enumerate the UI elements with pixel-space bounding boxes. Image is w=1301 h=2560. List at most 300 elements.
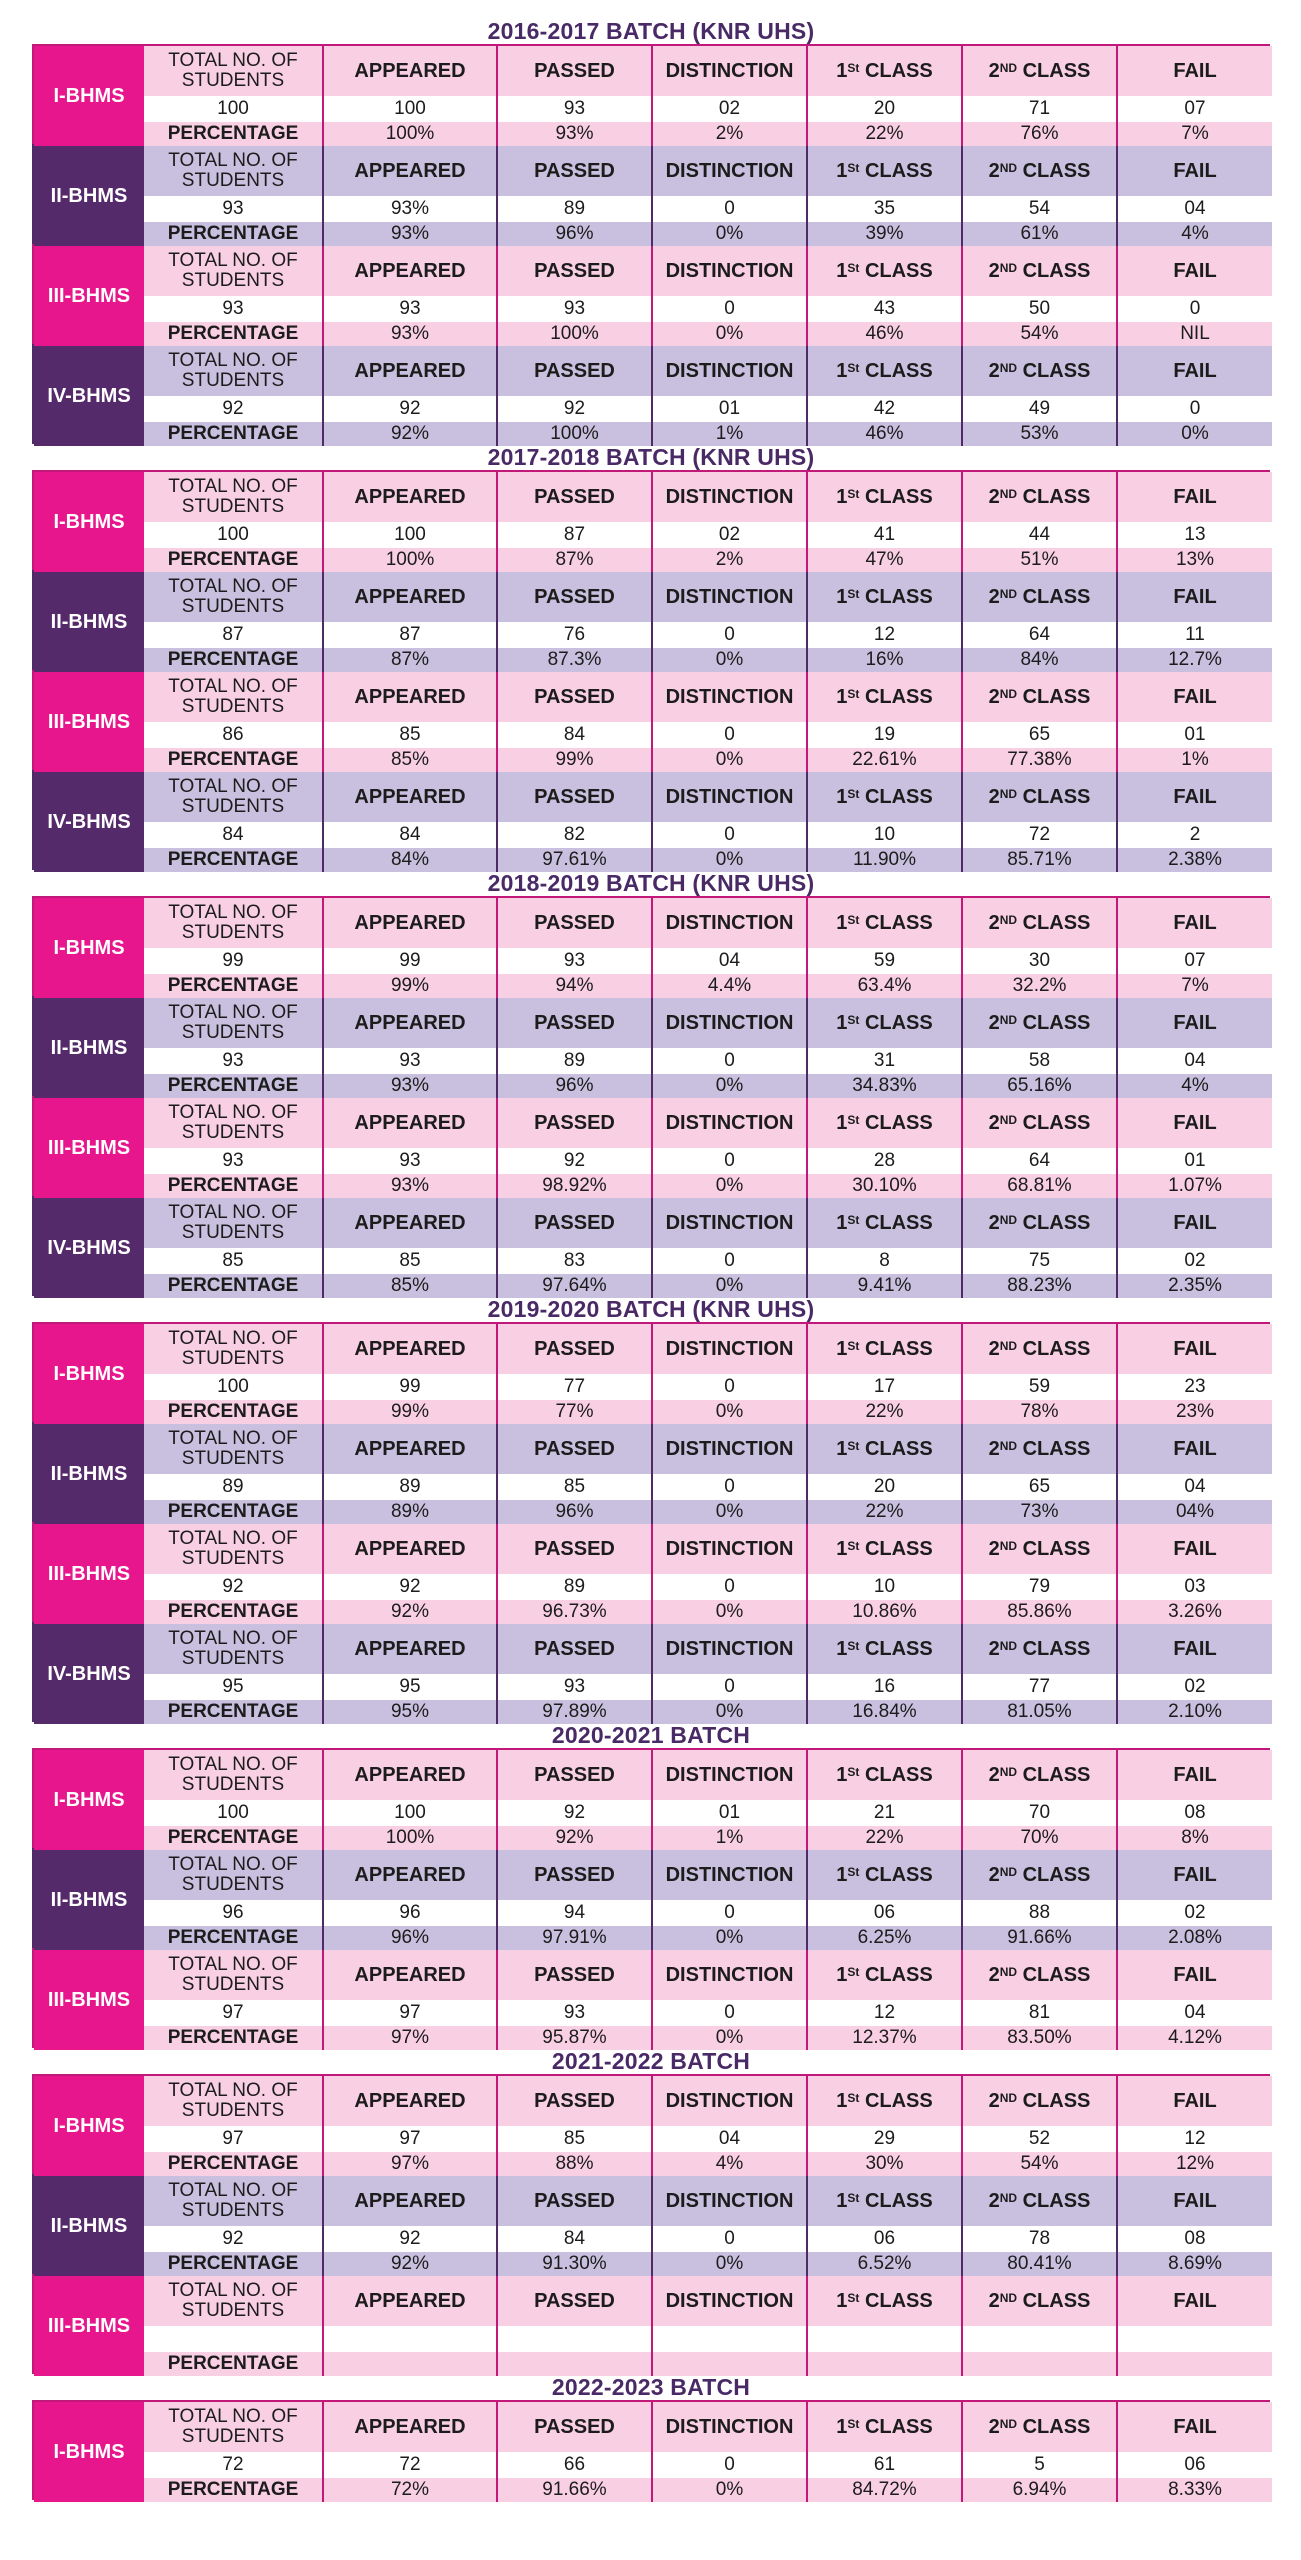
second-class-header-number: 2 (988, 685, 1000, 708)
appeared-header: APPEARED (322, 572, 496, 622)
batch-title: 2016-2017 BATCH (KNR UHS) (487, 18, 815, 44)
fail-header: FAIL (1116, 472, 1272, 522)
first-class-header-word: CLASS (864, 2415, 933, 2438)
first-class-percentage: 16% (806, 648, 961, 672)
total-students-header: TOTAL NO. OF STUDENTS (144, 246, 322, 296)
percentage-label: PERCENTAGE (144, 1500, 322, 1524)
passed-value: 94 (496, 1900, 651, 1926)
percentage-label: PERCENTAGE (144, 1826, 322, 1850)
fail-value: 07 (1116, 96, 1272, 122)
batch-title: 2021-2022 BATCH (551, 2048, 751, 2074)
second-class-value: 58 (961, 1048, 1116, 1074)
appeared-percentage: 87% (322, 648, 496, 672)
passed-value: 92 (496, 1800, 651, 1826)
distinction-value: 0 (651, 1474, 806, 1500)
distinction-percentage: 0% (651, 748, 806, 772)
second-class-header: 2 $^{ND}$ CLASS (961, 1424, 1116, 1474)
fail-percentage: 0% (1116, 422, 1272, 446)
passed-value: 93 (496, 948, 651, 974)
second-class-header-word: CLASS (1022, 1863, 1091, 1886)
appeared-percentage: 85% (322, 1274, 496, 1298)
total-students-header: TOTAL NO. OF STUDENTS (144, 1750, 322, 1800)
second-class-header-word: CLASS (1022, 1211, 1091, 1234)
first-class-value: 59 (806, 948, 961, 974)
first-class-value: 8 (806, 1248, 961, 1274)
total-students-header: TOTAL NO. OF STUDENTS (144, 1098, 322, 1148)
second-class-percentage (961, 2352, 1116, 2376)
first-class-value: 12 (806, 622, 961, 648)
total-value: 92 (144, 396, 322, 422)
year-block (32, 1948, 1270, 2048)
first-class-header: 1 $^{St}$ CLASS (806, 1198, 961, 1248)
first-class-percentage: 46% (806, 422, 961, 446)
distinction-header: DISTINCTION (651, 2276, 806, 2326)
percentage-label: PERCENTAGE (144, 2252, 322, 2276)
first-class-percentage: 34.83% (806, 1074, 961, 1098)
second-class-percentage: 91.66% (961, 1926, 1116, 1950)
fail-header: FAIL (1116, 146, 1272, 196)
total-students-header: TOTAL NO. OF STUDENTS (144, 898, 322, 948)
second-class-percentage: 76% (961, 122, 1116, 146)
passed-value: 85 (496, 2126, 651, 2152)
fail-value: 02 (1116, 1248, 1272, 1274)
year-block (32, 44, 1270, 144)
first-class-header-word: CLASS (864, 1537, 933, 1560)
second-class-header-word: CLASS (1022, 359, 1091, 382)
second-class-percentage: 65.16% (961, 1074, 1116, 1098)
total-value: 85 (144, 1248, 322, 1274)
second-class-header-word: CLASS (1022, 1111, 1091, 1134)
total-value: 84 (144, 822, 322, 848)
total-students-header: TOTAL NO. OF STUDENTS (144, 472, 322, 522)
passed-percentage: 88% (496, 2152, 651, 2176)
passed-value: 89 (496, 1574, 651, 1600)
second-class-header-word: CLASS (1022, 1537, 1091, 1560)
second-class-header: 2 $^{ND}$ CLASS (961, 1950, 1116, 2000)
distinction-percentage: 0% (651, 1926, 806, 1950)
second-class-percentage: 6.94% (961, 2478, 1116, 2502)
second-class-header-word: CLASS (1022, 1763, 1091, 1786)
batch-title: 2020-2021 BATCH (551, 1722, 751, 1748)
appeared-percentage: 89% (322, 1500, 496, 1524)
appeared-header: APPEARED (322, 46, 496, 96)
appeared-percentage: 99% (322, 974, 496, 998)
second-class-header-number: 2 (988, 911, 1000, 934)
second-class-percentage: 54% (961, 2152, 1116, 2176)
passed-header: PASSED (496, 672, 651, 722)
second-class-header-word: CLASS (1022, 1637, 1091, 1660)
appeared-header: APPEARED (322, 1424, 496, 1474)
passed-value: 84 (496, 722, 651, 748)
appeared-header: APPEARED (322, 1624, 496, 1674)
total-students-header: TOTAL NO. OF STUDENTS (144, 146, 322, 196)
appeared-percentage: 92% (322, 1600, 496, 1624)
second-class-header: 2 $^{ND}$ CLASS (961, 472, 1116, 522)
distinction-header: DISTINCTION (651, 1198, 806, 1248)
distinction-percentage: 0% (651, 1500, 806, 1524)
appeared-header: APPEARED (322, 1198, 496, 1248)
distinction-value: 0 (651, 1248, 806, 1274)
passed-percentage: 87.3% (496, 648, 651, 672)
passed-value: 93 (496, 96, 651, 122)
passed-percentage: 96.73% (496, 1600, 651, 1624)
first-class-header-number: 1 (836, 1337, 848, 1360)
year-block (32, 144, 1270, 244)
fail-header: FAIL (1116, 2176, 1272, 2226)
appeared-percentage: 93% (322, 1174, 496, 1198)
first-class-header-number: 1 (836, 2415, 848, 2438)
first-class-header-number: 1 (836, 585, 848, 608)
first-class-header-word: CLASS (864, 685, 933, 708)
percentage-label: PERCENTAGE (144, 1400, 322, 1424)
first-class-header: 1 $^{St}$ CLASS (806, 1524, 961, 1574)
passed-value: 93 (496, 1674, 651, 1700)
fail-header: FAIL (1116, 1850, 1272, 1900)
second-class-header-word: CLASS (1022, 485, 1091, 508)
second-class-header-number: 2 (988, 2289, 1000, 2312)
second-class-percentage: 70% (961, 1826, 1116, 1850)
fail-percentage: 23% (1116, 1400, 1272, 1424)
passed-header: PASSED (496, 1524, 651, 1574)
second-class-value: 64 (961, 1148, 1116, 1174)
first-class-value: 31 (806, 1048, 961, 1074)
distinction-header: DISTINCTION (651, 2076, 806, 2126)
appeared-value: 92 (322, 396, 496, 422)
first-class-value: 42 (806, 396, 961, 422)
first-class-header: 1 $^{St}$ CLASS (806, 146, 961, 196)
total-value: 89 (144, 1474, 322, 1500)
passed-header: PASSED (496, 2076, 651, 2126)
passed-header: PASSED (496, 1850, 651, 1900)
passed-header: PASSED (496, 1424, 651, 1474)
total-value: 96 (144, 1900, 322, 1926)
first-class-header: 1 $^{St}$ CLASS (806, 1850, 961, 1900)
passed-percentage (496, 2352, 651, 2376)
fail-header: FAIL (1116, 346, 1272, 396)
fail-value: 02 (1116, 1674, 1272, 1700)
passed-header: PASSED (496, 1950, 651, 2000)
year-block (32, 570, 1270, 670)
fail-value (1116, 2326, 1272, 2352)
distinction-value: 0 (651, 1374, 806, 1400)
year-label: I-BHMS (34, 1750, 144, 1850)
distinction-header: DISTINCTION (651, 146, 806, 196)
first-class-header-word: CLASS (864, 785, 933, 808)
total-value (144, 2326, 322, 2352)
first-class-percentage: 30% (806, 2152, 961, 2176)
appeared-value: 100 (322, 522, 496, 548)
passed-percentage: 97.64% (496, 1274, 651, 1298)
distinction-value: 04 (651, 948, 806, 974)
percentage-label: PERCENTAGE (144, 1600, 322, 1624)
fail-header: FAIL (1116, 772, 1272, 822)
fail-header: FAIL (1116, 246, 1272, 296)
first-class-header-word: CLASS (864, 259, 933, 282)
first-class-header-word: CLASS (864, 1763, 933, 1786)
total-students-header: TOTAL NO. OF STUDENTS (144, 572, 322, 622)
total-students-header: TOTAL NO. OF STUDENTS (144, 1950, 322, 2000)
second-class-header: 2 $^{ND}$ CLASS (961, 46, 1116, 96)
second-class-header: 2 $^{ND}$ CLASS (961, 898, 1116, 948)
first-class-header-word: CLASS (864, 1637, 933, 1660)
first-class-value: 10 (806, 822, 961, 848)
fail-percentage: 3.26% (1116, 1600, 1272, 1624)
total-value: 100 (144, 522, 322, 548)
fail-percentage: 8% (1116, 1826, 1272, 1850)
distinction-value: 0 (651, 1048, 806, 1074)
appeared-percentage: 99% (322, 1400, 496, 1424)
distinction-percentage: 0% (651, 1700, 806, 1724)
total-value: 93 (144, 1148, 322, 1174)
first-class-header: 1 $^{St}$ CLASS (806, 1098, 961, 1148)
passed-header: PASSED (496, 772, 651, 822)
second-class-value: 30 (961, 948, 1116, 974)
appeared-value: 93% (322, 196, 496, 222)
second-class-header: 2 $^{ND}$ CLASS (961, 246, 1116, 296)
percentage-label: PERCENTAGE (144, 122, 322, 146)
total-value: 100 (144, 1374, 322, 1400)
year-block (32, 2400, 1270, 2500)
first-class-header: 1 $^{St}$ CLASS (806, 246, 961, 296)
distinction-value: 01 (651, 1800, 806, 1826)
first-class-value: 17 (806, 1374, 961, 1400)
distinction-header: DISTINCTION (651, 46, 806, 96)
passed-value: 89 (496, 1048, 651, 1074)
percentage-label: PERCENTAGE (144, 974, 322, 998)
first-class-header-word: CLASS (864, 911, 933, 934)
distinction-header: DISTINCTION (651, 1750, 806, 1800)
second-class-header-number: 2 (988, 1863, 1000, 1886)
year-label: III-BHMS (34, 246, 144, 346)
first-class-value: 16 (806, 1674, 961, 1700)
first-class-percentage: 39% (806, 222, 961, 246)
second-class-percentage: 73% (961, 1500, 1116, 1524)
second-class-value: 50 (961, 296, 1116, 322)
first-class-header-number: 1 (836, 2089, 848, 2112)
first-class-value: 06 (806, 1900, 961, 1926)
passed-header: PASSED (496, 572, 651, 622)
second-class-header-number: 2 (988, 585, 1000, 608)
second-class-header: 2 $^{ND}$ CLASS (961, 1198, 1116, 1248)
fail-value: 07 (1116, 948, 1272, 974)
percentage-label: PERCENTAGE (144, 1174, 322, 1198)
appeared-value: 97 (322, 2126, 496, 2152)
distinction-percentage: 0% (651, 322, 806, 346)
distinction-header: DISTINCTION (651, 1098, 806, 1148)
percentage-label: PERCENTAGE (144, 748, 322, 772)
first-class-header-number: 1 (836, 1211, 848, 1234)
percentage-label: PERCENTAGE (144, 2026, 322, 2050)
appeared-value: 93 (322, 1148, 496, 1174)
distinction-header: DISTINCTION (651, 1324, 806, 1374)
year-block (32, 896, 1270, 996)
appeared-header: APPEARED (322, 1750, 496, 1800)
first-class-header: 1 $^{St}$ CLASS (806, 772, 961, 822)
first-class-header: 1 $^{St}$ CLASS (806, 998, 961, 1048)
first-class-header: 1 $^{St}$ CLASS (806, 672, 961, 722)
second-class-header-word: CLASS (1022, 785, 1091, 808)
appeared-header: APPEARED (322, 2176, 496, 2226)
first-class-percentage: 22.61% (806, 748, 961, 772)
first-class-header: 1 $^{St}$ CLASS (806, 2176, 961, 2226)
first-class-header-number: 1 (836, 2289, 848, 2312)
appeared-value: 84 (322, 822, 496, 848)
second-class-percentage: 78% (961, 1400, 1116, 1424)
distinction-value (651, 2326, 806, 2352)
total-students-header: TOTAL NO. OF STUDENTS (144, 2402, 322, 2452)
first-class-header: 1 $^{St}$ CLASS (806, 2276, 961, 2326)
first-class-value: 20 (806, 96, 961, 122)
appeared-percentage: 100% (322, 122, 496, 146)
year-block (32, 2174, 1270, 2274)
total-value: 93 (144, 1048, 322, 1074)
second-class-percentage: 54% (961, 322, 1116, 346)
appeared-header: APPEARED (322, 1098, 496, 1148)
distinction-percentage: 4.4% (651, 974, 806, 998)
passed-value: 93 (496, 2000, 651, 2026)
year-block (32, 470, 1270, 570)
appeared-value: 100 (322, 1800, 496, 1826)
distinction-percentage: 0% (651, 648, 806, 672)
distinction-value: 0 (651, 1148, 806, 1174)
fail-percentage: 4% (1116, 1074, 1272, 1098)
second-class-header: 2 $^{ND}$ CLASS (961, 1750, 1116, 1800)
first-class-value: 35 (806, 196, 961, 222)
percentage-label: PERCENTAGE (144, 222, 322, 246)
total-students-header: TOTAL NO. OF STUDENTS (144, 1424, 322, 1474)
total-students-header: TOTAL NO. OF STUDENTS (144, 1850, 322, 1900)
year-label: IV-BHMS (34, 1624, 144, 1724)
percentage-label: PERCENTAGE (144, 1926, 322, 1950)
first-class-header-number: 1 (836, 1011, 848, 1034)
first-class-value: 19 (806, 722, 961, 748)
year-block (32, 1322, 1270, 1422)
first-class-value: 21 (806, 1800, 961, 1826)
distinction-header: DISTINCTION (651, 246, 806, 296)
appeared-value: 92 (322, 2226, 496, 2252)
fail-percentage: 4.12% (1116, 2026, 1272, 2050)
percentage-label: PERCENTAGE (144, 1274, 322, 1298)
appeared-value: 85 (322, 1248, 496, 1274)
appeared-percentage: 85% (322, 748, 496, 772)
year-label: I-BHMS (34, 2076, 144, 2176)
passed-header: PASSED (496, 346, 651, 396)
second-class-header: 2 $^{ND}$ CLASS (961, 2402, 1116, 2452)
appeared-value: 93 (322, 1048, 496, 1074)
second-class-value: 65 (961, 1474, 1116, 1500)
passed-header: PASSED (496, 472, 651, 522)
distinction-value: 0 (651, 1674, 806, 1700)
second-class-header-word: CLASS (1022, 1963, 1091, 1986)
distinction-percentage: 0% (651, 1600, 806, 1624)
first-class-header-number: 1 (836, 1537, 848, 1560)
total-value: 72 (144, 2452, 322, 2478)
year-label: III-BHMS (34, 672, 144, 772)
percentage-label: PERCENTAGE (144, 2152, 322, 2176)
second-class-value: 65 (961, 722, 1116, 748)
appeared-value: 99 (322, 1374, 496, 1400)
fail-percentage: 8.69% (1116, 2252, 1272, 2276)
fail-percentage: 12% (1116, 2152, 1272, 2176)
first-class-percentage: 22% (806, 1400, 961, 1424)
appeared-value: 72 (322, 2452, 496, 2478)
year-block (32, 1096, 1270, 1196)
first-class-header: 1 $^{St}$ CLASS (806, 1750, 961, 1800)
second-class-value: 54 (961, 196, 1116, 222)
appeared-percentage: 100% (322, 548, 496, 572)
first-class-header-number: 1 (836, 1763, 848, 1786)
first-class-percentage: 6.25% (806, 1926, 961, 1950)
appeared-percentage: 97% (322, 2152, 496, 2176)
second-class-header-word: CLASS (1022, 1011, 1091, 1034)
second-class-value: 59 (961, 1374, 1116, 1400)
year-label: III-BHMS (34, 1524, 144, 1624)
total-value: 87 (144, 622, 322, 648)
second-class-header: 2 $^{ND}$ CLASS (961, 1324, 1116, 1374)
passed-value: 93 (496, 296, 651, 322)
passed-header: PASSED (496, 998, 651, 1048)
distinction-value: 02 (651, 522, 806, 548)
first-class-header-number: 1 (836, 1437, 848, 1460)
distinction-header: DISTINCTION (651, 1524, 806, 1574)
second-class-header: 2 $^{ND}$ CLASS (961, 1524, 1116, 1574)
passed-percentage: 91.66% (496, 2478, 651, 2502)
first-class-percentage: 6.52% (806, 2252, 961, 2276)
appeared-percentage: 100% (322, 1826, 496, 1850)
passed-header: PASSED (496, 2176, 651, 2226)
year-block (32, 1622, 1270, 1722)
total-students-header: TOTAL NO. OF STUDENTS (144, 2076, 322, 2126)
second-class-header-number: 2 (988, 1211, 1000, 1234)
fail-percentage (1116, 2352, 1272, 2376)
second-class-value (961, 2326, 1116, 2352)
percentage-label: PERCENTAGE (144, 1700, 322, 1724)
first-class-header: 1 $^{St}$ CLASS (806, 472, 961, 522)
second-class-percentage: 80.41% (961, 2252, 1116, 2276)
passed-header: PASSED (496, 146, 651, 196)
fail-value: 2 (1116, 822, 1272, 848)
second-class-header-word: CLASS (1022, 59, 1091, 82)
distinction-value: 0 (651, 722, 806, 748)
fail-value: 01 (1116, 1148, 1272, 1174)
second-class-header: 2 $^{ND}$ CLASS (961, 346, 1116, 396)
second-class-header-word: CLASS (1022, 585, 1091, 608)
fail-percentage: 7% (1116, 974, 1272, 998)
second-class-header: 2 $^{ND}$ CLASS (961, 672, 1116, 722)
appeared-percentage: 92% (322, 422, 496, 446)
passed-value: 77 (496, 1374, 651, 1400)
total-students-header: TOTAL NO. OF STUDENTS (144, 1624, 322, 1674)
second-class-percentage: 81.05% (961, 1700, 1116, 1724)
first-class-percentage (806, 2352, 961, 2376)
appeared-value: 93 (322, 296, 496, 322)
passed-percentage: 96% (496, 222, 651, 246)
first-class-percentage: 30.10% (806, 1174, 961, 1198)
distinction-header: DISTINCTION (651, 2176, 806, 2226)
first-class-value: 41 (806, 522, 961, 548)
second-class-value: 49 (961, 396, 1116, 422)
second-class-header-number: 2 (988, 2189, 1000, 2212)
appeared-value: 95 (322, 1674, 496, 1700)
second-class-header-word: CLASS (1022, 1337, 1091, 1360)
first-class-header-number: 1 (836, 159, 848, 182)
first-class-header-number: 1 (836, 1963, 848, 1986)
second-class-header-word: CLASS (1022, 1437, 1091, 1460)
passed-value (496, 2326, 651, 2352)
year-label: II-BHMS (34, 1850, 144, 1950)
distinction-value: 0 (651, 2000, 806, 2026)
second-class-value: 72 (961, 822, 1116, 848)
